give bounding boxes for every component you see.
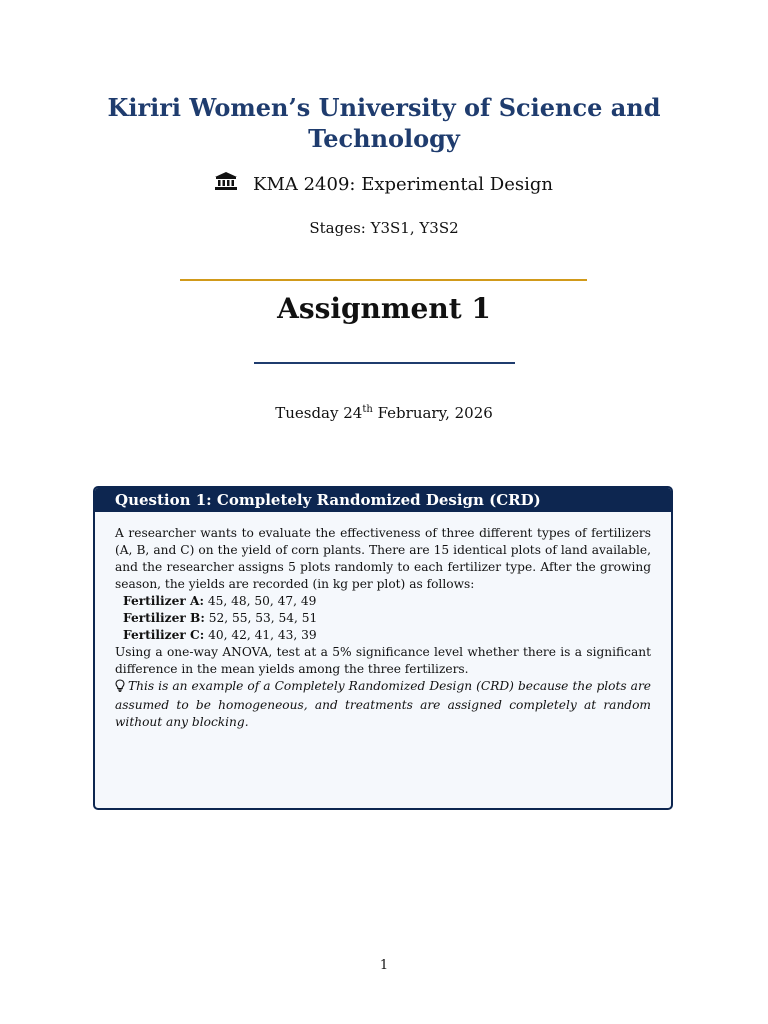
fertilizer-label: Fertilizer B: xyxy=(123,611,205,625)
stages-line: Stages: Y3S1, Y3S2 xyxy=(309,219,459,237)
question-task: Using a one-way ANOVA, test at a 5% significance level whether there is a significant difference in the mean yields among the three fertilizers. xyxy=(115,645,651,676)
fertilizer-label: Fertilizer C: xyxy=(123,628,205,642)
question-note xyxy=(115,678,651,731)
assignment-date xyxy=(0,404,768,422)
question-intro: A researcher wants to evaluate the effectiveness of three different types of fertilizers (A, B, and C) on the yield of corn plants. There are 15 identical plots of land available, and the researcher assigns 5 plots randomly to each fertilizer type. After the growing season, the yields are recorded (in kg per plot) as follows: xyxy=(115,526,651,591)
fertilizer-row xyxy=(115,610,651,627)
page-number: 1 xyxy=(379,958,389,973)
fertilizer-row xyxy=(115,627,651,644)
fertilizer-label: Fertilizer A: xyxy=(123,594,204,608)
fertilizer-values: 45, 48, 50, 47, 49 xyxy=(207,594,317,608)
course-line xyxy=(0,174,768,195)
university-name: Kiriri Women’s University of Science and Technology xyxy=(107,93,661,153)
note-text: This is an example of a Completely Randomized Design (CRD) because the plots are assumed to be homogeneous, and treatments are assigned completely at random without any blocking. xyxy=(115,679,651,729)
university-building-icon xyxy=(215,172,237,195)
course-title: KMA 2409: Experimental Design xyxy=(253,174,553,195)
date-month-year: February, 2026 xyxy=(377,404,493,422)
fertilizer-row xyxy=(115,593,651,610)
question-heading: Question 1: Completely Randomized Design (CRD) xyxy=(95,488,671,512)
lightbulb-icon xyxy=(115,679,125,697)
assignment-title: Assignment 1 xyxy=(277,292,491,325)
date-day: Tuesday 24 xyxy=(275,404,363,422)
question-body xyxy=(95,512,671,731)
fertilizer-values: 52, 55, 53, 54, 51 xyxy=(208,611,318,625)
gold-divider xyxy=(180,279,587,281)
question-box xyxy=(93,486,673,810)
blue-divider xyxy=(254,362,515,364)
fertilizer-values: 40, 42, 41, 43, 39 xyxy=(208,628,317,642)
date-suffix: th xyxy=(362,404,373,415)
